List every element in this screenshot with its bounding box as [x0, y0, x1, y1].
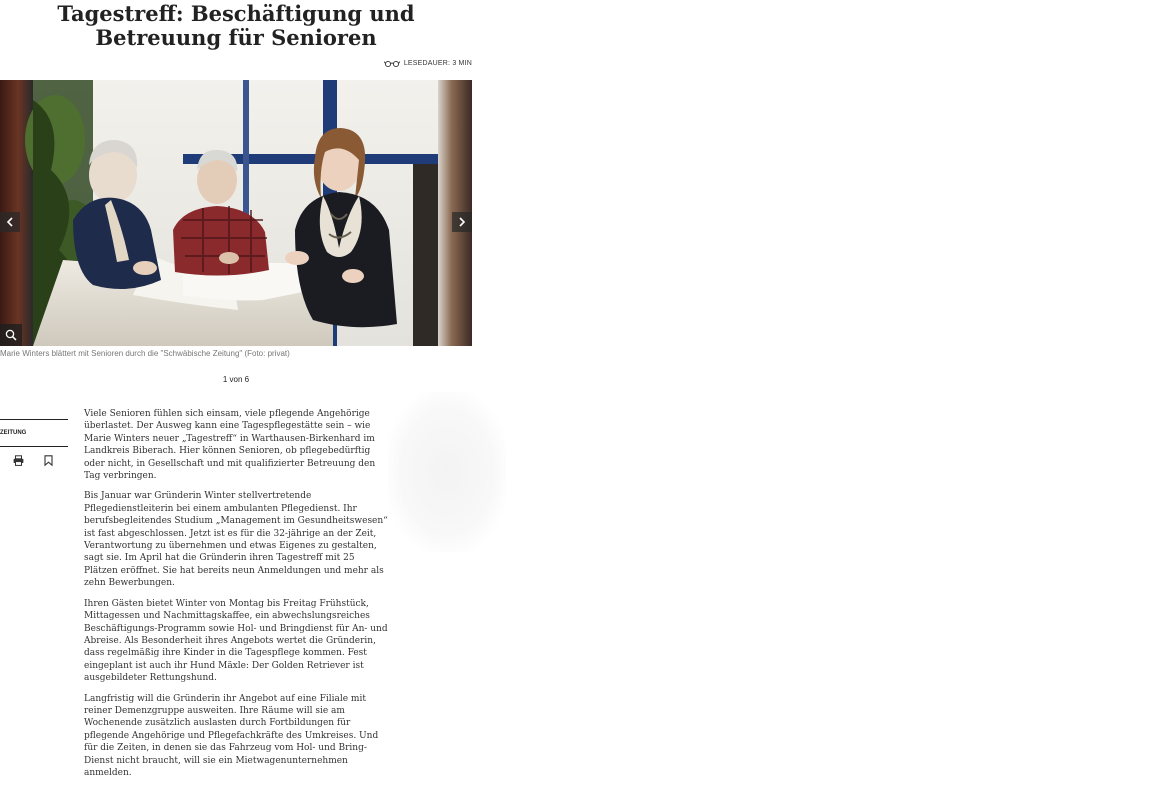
article-paragraph: Bis Januar war Gründerin Winter stellvertretende Pflegedienstleiterin bei einem ambulanten Pflegedienst. Ihr berufsbegleitendes Studium „Management im Gesundheitswesen“ ist fast abgeschlossen. Jetzt ist es für die 32-jährige an der Zeit, Verantwortung zu übernehmen und etwas Eigenes zu gestalten, sagt sie. Im April hat die Gründerin ihren Tagestreff mit 25 Plätzen eröffnet. Sie hat bereits neun Anmeldungen und mehr als zehn Bewerbungen. — [84, 491, 388, 589]
gallery-counter: 1 von 6 — [222, 375, 250, 384]
chevron-right-icon — [458, 217, 466, 227]
article-sidebar — [0, 419, 68, 466]
chevron-left-icon — [6, 217, 14, 227]
bookmark-icon[interactable] — [44, 455, 53, 466]
gallery-photo[interactable] — [33, 80, 438, 346]
gallery-prev-button[interactable] — [0, 212, 20, 232]
source-label: ZEITUNG — [0, 430, 27, 436]
image-caption: Marie Winters blättert mit Senioren durch die "Schwäbische Zeitung" (Foto: privat) — [0, 349, 290, 358]
article-paragraph: Ihren Gästen bietet Winter von Montag bis Freitag Frühstück, Mittagessen und Nachmittagskaffee, ein abwechslungsreiches Beschäftigungs-Programm sowie Hol- und Bringdienst für An- und Abreise. Als Besonderheit ihres Angebots wertet die Gründerin, dass regelmäßig ihre Kinder in die Tagespflege kommen. Fest eingeplant ist auch ihr Hund Mäxle: Der Golden Retriever ist ausgebildeter Rettungshund. — [84, 598, 388, 684]
divider — [0, 446, 68, 447]
article-tools — [0, 455, 68, 466]
article-body — [84, 408, 389, 787]
image-gallery[interactable] — [0, 80, 472, 346]
ad-placeholder — [388, 392, 506, 552]
article-title: Tagestreff: Beschäftigung und Betreuung für Senioren — [57, 1, 415, 50]
search-icon — [5, 326, 17, 345]
print-icon[interactable] — [13, 455, 24, 466]
glasses-icon — [384, 60, 400, 67]
article-paragraph: Viele Senioren fühlen sich einsam, viele pflegende Angehörige überlastet. Der Ausweg kann eine Tagespflegestätte sein – wie Marie Winters neuer „Tagestreff“ in Warthausen-Birkenhard im Landkreis Biberach. Hier können Senioren, ob pflegebedürftig oder nicht, in Gesellschaft und mit qualifizierter Betreuung den Tag verbringen. — [84, 409, 376, 482]
article-paragraph: Langfristig will die Gründerin ihr Angebot auf eine Filiale mit reiner Demenzgruppe ausweiten. Ihre Räume will sie am Wochenende zusätzlich auslasten durch Fortbildungen für pflegende Angehörige und Pflegefachkräfte des Umkreises. Und für die Zeiten, in denen sie das Fahrzeug vom Hol- und Bring-Dienst nicht braucht, will sie ein Mietwagenunternehmen anmelden. — [84, 693, 379, 778]
read-time-label: LESEDAUER: 3 MIN — [403, 60, 472, 67]
gallery-zoom-button[interactable] — [0, 324, 22, 346]
read-time — [384, 60, 472, 67]
gallery-next-button[interactable] — [452, 212, 472, 232]
